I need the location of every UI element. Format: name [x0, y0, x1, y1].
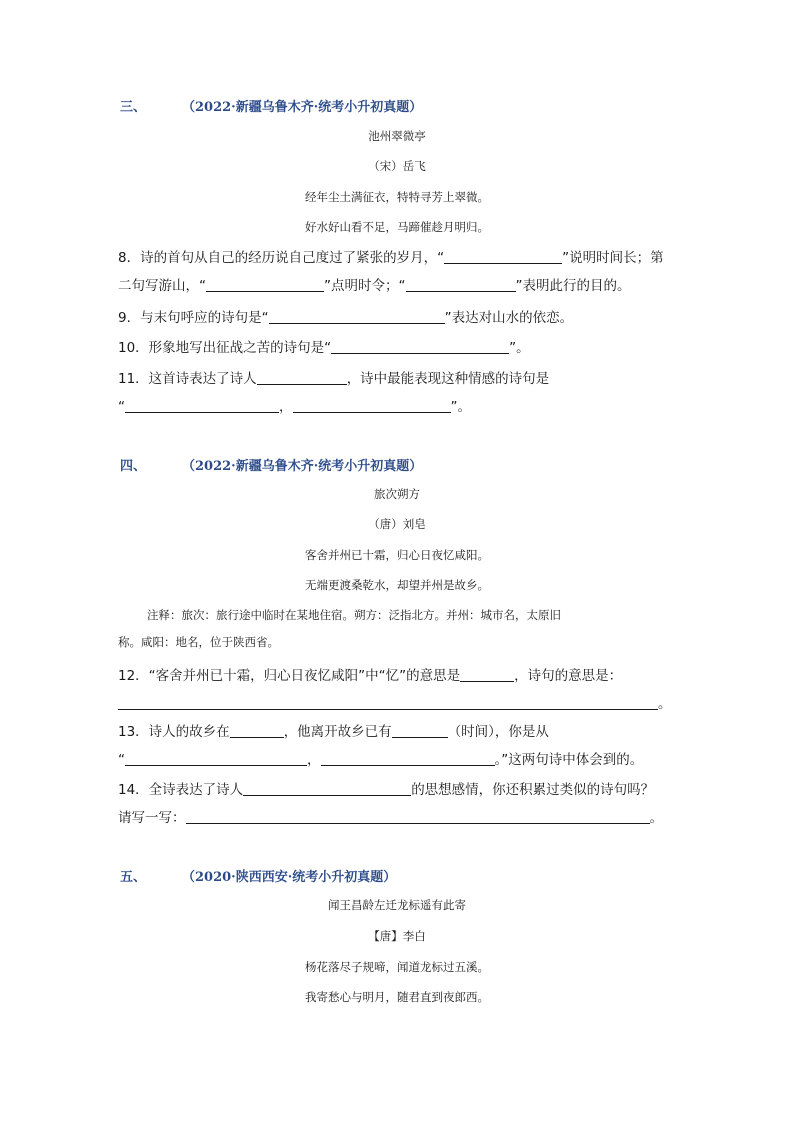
annotation-line-2: 称。咸阳：地名，位于陕西省。: [118, 635, 279, 649]
question-text: “: [118, 399, 125, 415]
question-text: ，: [307, 752, 321, 768]
question-text: 。: [658, 696, 672, 712]
answer-blank[interactable]: [243, 781, 411, 796]
question-text: 14．全诗表达了诗人: [118, 782, 244, 798]
question-text: 9．与末句呼应的诗句是“: [118, 310, 269, 326]
section-number: 四、: [120, 459, 147, 474]
answer-blank[interactable]: [293, 398, 451, 413]
section-number: 五、: [120, 870, 147, 885]
question-text: ”。: [450, 399, 471, 415]
section-source: （2020·陕西西安·统考小升初真题）: [182, 870, 397, 885]
question-text: ”表明此行的目的。: [515, 278, 631, 294]
answer-blank[interactable]: [269, 309, 445, 324]
question-text: 8．诗的首句从自己的经历说自己度过了紧张的岁月，“: [118, 250, 445, 266]
section-heading-5: [120, 866, 396, 885]
poem-title: 池州翠微亭: [368, 129, 426, 143]
question-12-line-2: [118, 694, 678, 714]
question-text: 。: [649, 810, 663, 826]
poem-title: 旅次朔方: [374, 487, 420, 501]
poem-title: 闻王昌龄左迁龙标遥有此寄: [328, 898, 466, 912]
section-source: （2022·新疆乌鲁木齐·统考小升初真题）: [182, 100, 423, 115]
question-11-line-2: [118, 397, 678, 417]
poem-verse: 杨花落尽子规啼，闻道龙标过五溪。: [305, 960, 489, 974]
answer-blank[interactable]: [392, 723, 448, 738]
question-8-line-2: [118, 276, 678, 296]
poem-verse: 客舍并州已十霜，归心日夜忆咸阳。: [305, 548, 489, 562]
question-text: ”。: [509, 340, 530, 356]
answer-blank[interactable]: [444, 249, 562, 264]
section-heading-3: [120, 96, 422, 115]
question-12-line-1: [118, 666, 678, 686]
annotation-line-1: 注释：旅次：旅行途中临时在某地住宿。朔方：泛指北方。并州：城市名，太原旧: [147, 608, 561, 622]
question-text: 12．“客舍并州已十霜，归心日夜忆咸阳”中“忆”的意思是: [118, 668, 461, 684]
answer-blank[interactable]: [186, 809, 650, 824]
question-text: 。”这两句诗中体会到的。: [494, 752, 644, 768]
section-heading-4: [120, 455, 422, 474]
poem-verse: 经年尘土满征衣，特特寻芳上翠微。: [305, 190, 489, 204]
answer-blank[interactable]: [125, 751, 307, 766]
poem-verse: 好水好山看不足，马蹄催趁月明归。: [305, 220, 489, 234]
section-source: （2022·新疆乌鲁木齐·统考小升初真题）: [182, 459, 423, 474]
question-text: ，他离开故乡已有: [283, 724, 392, 740]
question-text: ”点明时令；“: [324, 278, 406, 294]
poem-author: 【唐】李白: [368, 929, 426, 943]
question-14-line-2: [118, 808, 678, 828]
answer-blank[interactable]: [230, 723, 284, 738]
question-text: 请写一写：: [118, 810, 186, 826]
question-text: ”说明时间长；第: [562, 250, 664, 266]
question-13-line-1: [118, 722, 678, 742]
question-text: ，: [279, 399, 293, 415]
question-text: （时间），你是从: [447, 724, 549, 740]
question-text: 10．形象地写出征战之苦的诗句是“: [118, 340, 332, 356]
question-text: 13．诗人的故乡在: [118, 724, 230, 740]
question-text: ”表达对山水的依恋。: [444, 310, 574, 326]
question-text: 11．这首诗表达了诗人: [118, 371, 257, 387]
question-11-line-1: [118, 369, 678, 389]
poem-author: （唐）刘皂: [368, 517, 426, 531]
question-text: 二句写游山，“: [118, 278, 206, 294]
answer-blank[interactable]: [406, 277, 516, 292]
section-number: 三、: [120, 100, 147, 115]
poem-verse: 我寄愁心与明月，随君直到夜郎西。: [305, 990, 489, 1004]
poem-author: （宋）岳飞: [368, 159, 426, 173]
answer-blank[interactable]: [331, 339, 509, 354]
question-text: ，诗句的意思是：: [514, 668, 623, 684]
answer-blank[interactable]: [257, 370, 347, 385]
question-10: [118, 338, 678, 358]
answer-blank[interactable]: [125, 398, 279, 413]
question-9: [118, 308, 678, 328]
question-13-line-2: [118, 750, 678, 770]
answer-blank[interactable]: [206, 277, 324, 292]
answer-blank[interactable]: [118, 695, 658, 710]
question-text: 的思想感情，你还积累过类似的诗句吗？: [411, 782, 655, 798]
answer-blank[interactable]: [460, 667, 514, 682]
question-14-line-1: [118, 780, 678, 800]
question-8-line-1: [118, 248, 678, 268]
question-text: “: [118, 752, 125, 768]
poem-verse: 无端更渡桑乾水，却望并州是故乡。: [305, 578, 489, 592]
answer-blank[interactable]: [321, 751, 495, 766]
question-text: ，诗中最能表现这种情感的诗句是: [346, 371, 550, 387]
